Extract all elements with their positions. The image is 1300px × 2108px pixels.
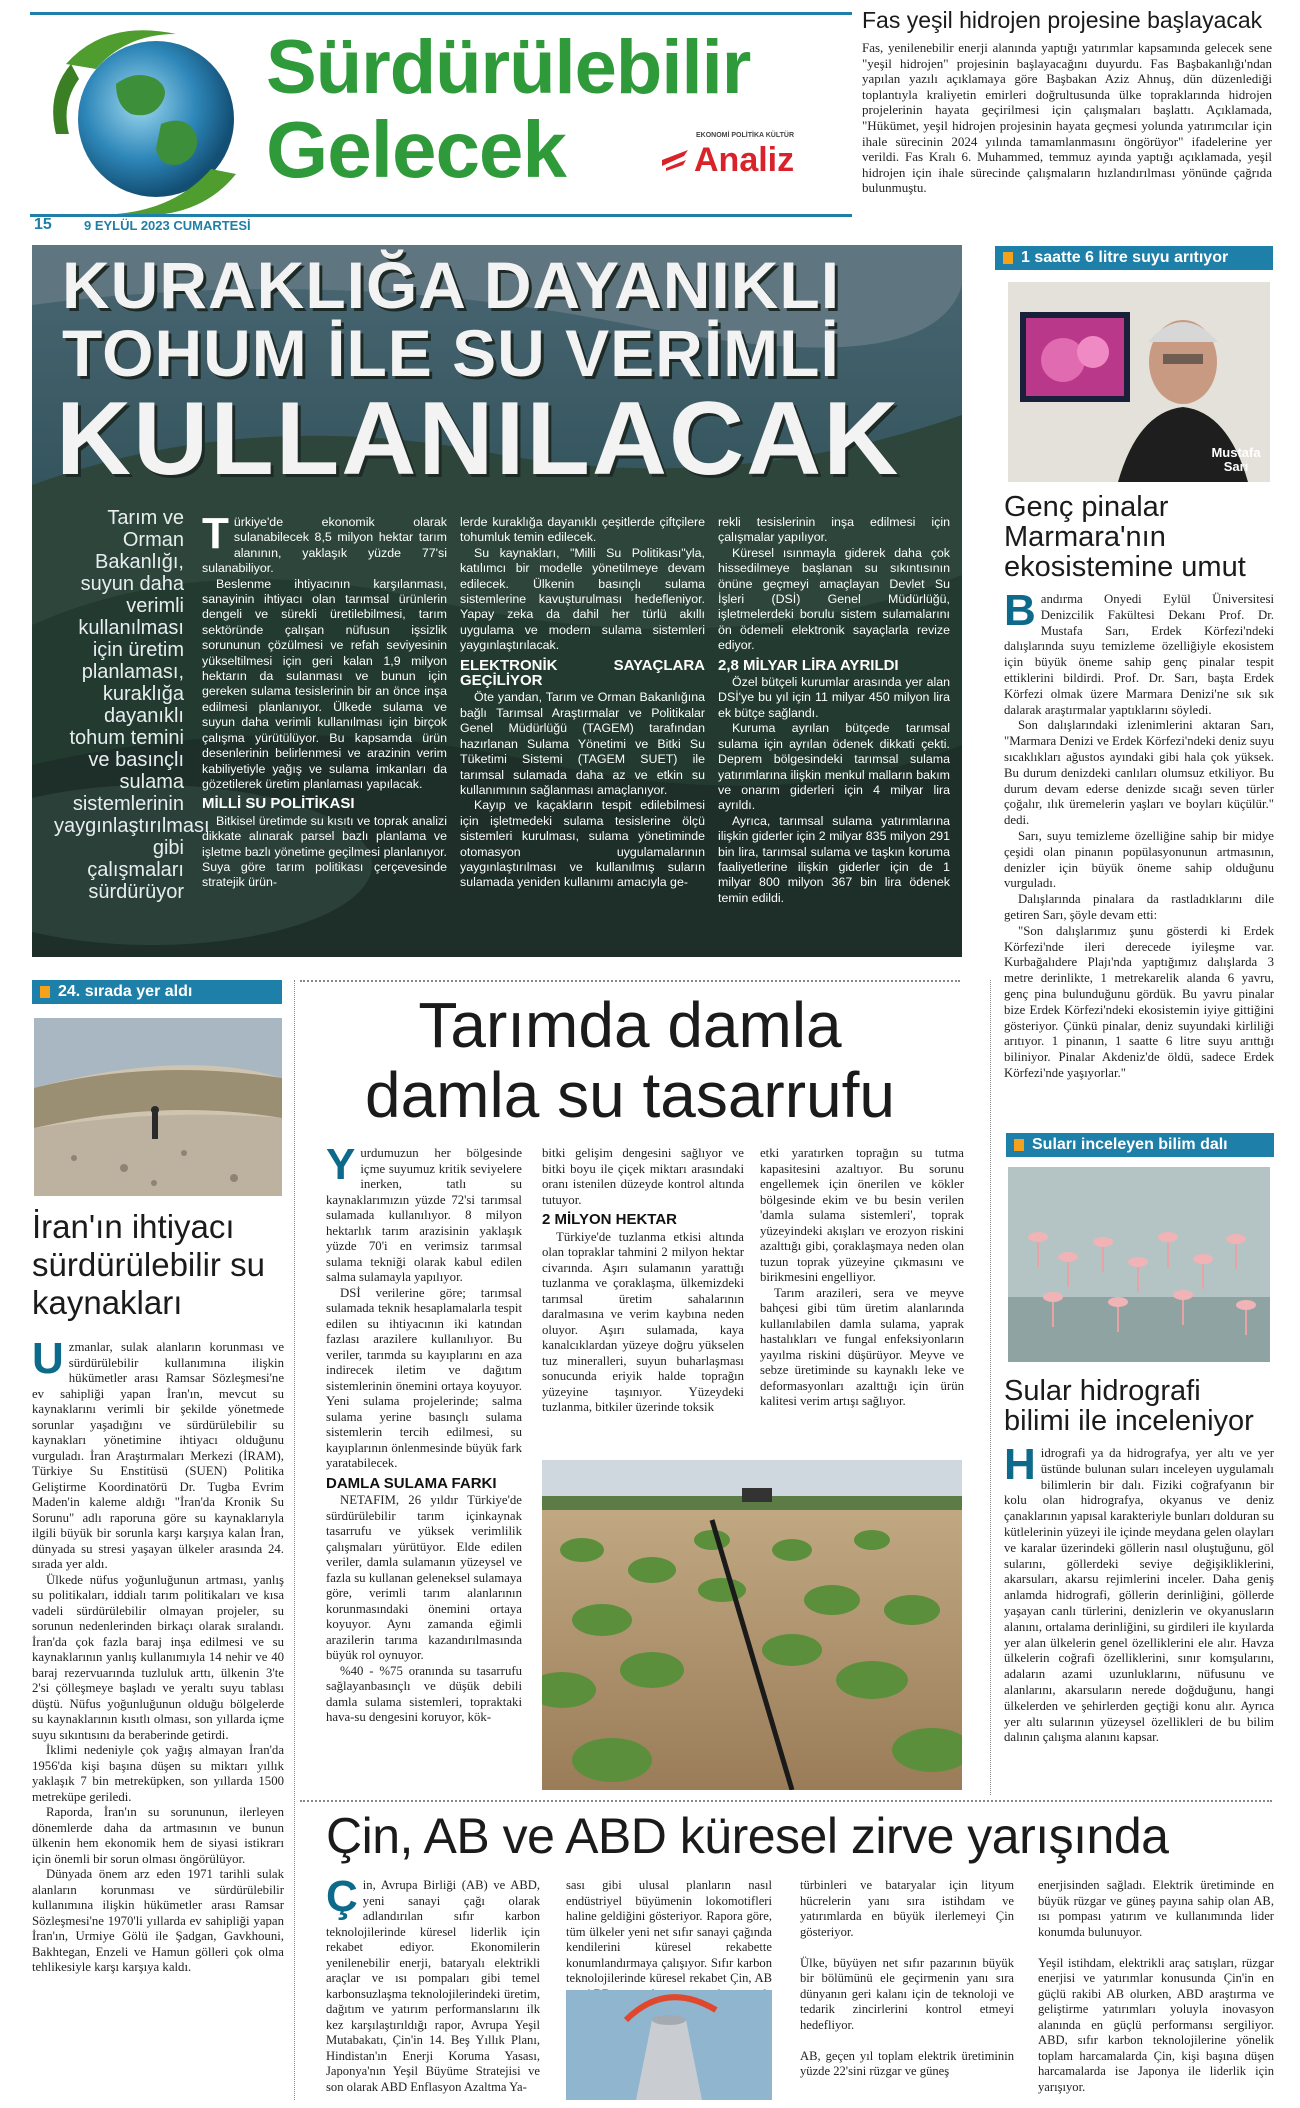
dry-riverbed-photo: [34, 1018, 282, 1196]
brand-tagline: EKONOMİ POLİTİKA KÜLTÜR: [696, 132, 794, 139]
damla-sub2: 2 MİLYON HEKTAR: [542, 1211, 678, 1228]
iran-title: İran'ın ihtiyacı sürdürülebilir su kaynakları: [32, 1208, 265, 1321]
brand-logo: [660, 132, 850, 182]
genc-title: Genç pinalar Marmara'nın ekosistemine umut: [1004, 491, 1246, 583]
iran-body: Uzmanlar, sulak alanların korunması ve sürdürülebilir kullanımına ilişkin hükümetler arası Ramsar Sözleşmesi'ne ev sahipliği yapan İran'ın, mevcut su kaynaklarını verimli bir şekilde yönetmede sorunlar yaşadığını ve sürdürülebilir su kaynakları yönetimine ihtiyacı olduğunu vurguladı. İran Araştırmaları Merkezi (İRAM), Türkiye Su Enstitüsü (SUEN) Politika Geliştirme Koordinatörü Dr. Tugba Evrim Maden'in kaleme aldığı "İran'da Kronik Su Sorunu" adlı raporuna göre su kaynaklarıyla ilgili büyük bir sorunla karşı karşıya kalan İran, dünyada su stresi yaşayan ülkeler arasında 24. sırada yer aldı. Ülkede nüfus yoğunluğunun artması, yanlış su politikaları, iddialı tarım politikaları ve kısa vadeli sürdürülebilir olmayan projeler, su sorunun nedenlerinden birkaçı olarak sıralandı. İran'da çok fazla baraj inşa edilmesi ve su kaynaklarının yanlış kullanımıyla 14 nehir ve 40 baraj rezervuarında tuzluluk arttı, ülkenin 3'te 2'si çölleşmeye başladı ve yeraltı suyu tablası düştü. Nüfus yoğunluğunun olduğu bölgelerde su kaynaklarının kısıtlı olması, son yıllarda içme suyu sıkıntısını da beraberinde getirdi. İklimi nedeniyle çok yağış almayan İran'da 1956'da kişi başına düşen su miktarı yıllık yaklaşık 7 bin metreküpken, son yıllarda 1500 metreküpe geriledi. Raporda, İran'ın su sorununun, ilerleyen dönemlerde daha da artmasının ve bunun ülkenin hem ekonomik hem de siyasi istikrarı için önemli bir sorun olması öngörülüyor. Dünyada önem arz eden 1971 tarihli sulak alanların korunması ve sürdürülebilir kullanımına ilişkin hükümetler arası Ramsar Sözleşmesi'ne 1970'li yıllarda ev sahipliği yapan İran'ın, Urmiye Gölü ile Şadgan, Gavkhouni, Bakhtegan, Enzeli ve Hamun gölleri çok olma tehlikesiyle karşı karşıya kaldı.: [32, 1340, 284, 1974]
cin-col3: türbinleri ve bataryalar için lityum hücrelerin yanı sıra istihdam ve yatırımlarda en büyük ilerlemeyi Çin gösteriyor. Ülke, büyüyen net sıfır pazarının büyük bir bölümünü ele geçirmenin yanı sıra dünyanın geri kalanı için de teknoloji ve tedarik zincirlerini kontrol etmeyi hedefliyor. AB, geçen yıl toplam elektrik üretiminin yüzde 22'sini rüzgar ve güneş: [800, 1878, 1014, 2078]
cin-col2: sası gibi ulusal planların nasıl endüstriyel büyümenin lokomotifleri haline geldiğini gösteriyor. Rapora göre, tüm ülkeler yeni net sıfır sanayi çağında kendilerini küresel rekabette konumlandırmaya çalışıyor. Sıfır karbon teknolojilerinde küresel rekabet Çin, AB: [566, 1878, 772, 1985]
masthead: [30, 8, 852, 233]
mustafa-sari-photo: [1008, 282, 1270, 482]
brand-name: Analiz: [694, 141, 795, 179]
iran-dropcap: U: [32, 1340, 64, 1383]
fas-article: [862, 6, 1272, 228]
iran-tag: 24. sırada yer aldı: [32, 980, 282, 1004]
lead-article: [32, 245, 962, 957]
hidro-dropcap: H: [1004, 1446, 1036, 1489]
cin-divider-top: [300, 1800, 1272, 1802]
lead-col2: lerde kuraklığa dayanıklı çeşitlerde çiftçilere tohumluk temin edilecek. Su kaynakları, "Milli Su Politikası"yla, katılımcı bir modelle yönetilmeye devam edilecek. Ülkenin basınçlı sulama sistemlerine kavuşturulması hedefleniyor. Yapay zeka da dahil her türlü akıllı uygulama ve modern sulama sistemleri yaygınlaştırılacak. ELEKTRONİK SAYAÇLARA GEÇİLİYOR Öte yandan, Tarım ve Orman Bakanlığına bağlı Tarımsal Araştırmalar ve Politikalar Genel Müdürlüğü (TAGEM) tarafından hazırlanan Sulama Yönetimi ve Bitki Su Tüketimi Sistemi (TAGEM SUET) ile tarımsal sulamada daha az ve etkin su kullanımının sağlanması amaçlanıyor. Kayıp ve kaçakların tespit edilebilmesi için işletmedeki sulama tesislerine ölçü sistemleri kurulması, sulama yönetiminde otomasyon uygulamalarının yaygınlaştırılması ve kullanılmış suların sulamada yeniden kullanımı amacıyla ge-: [460, 515, 705, 890]
page-number: 15: [34, 216, 52, 233]
damla-title-line2: damla su tasarrufu: [364, 1059, 896, 1131]
column-separator: [294, 980, 295, 2100]
hidro-title: Sular hidrografi bilimi ile inceleniyor: [1004, 1375, 1254, 1437]
flamingo-photo: [1008, 1167, 1270, 1362]
damla-dropcap: Y: [326, 1146, 356, 1189]
genc-dropcap: B: [1004, 592, 1036, 635]
lead-sub1: MİLLİ SU POLİTİKASI: [202, 795, 355, 813]
lead-title-line1: KURAKLIĞA DAYANIKLI: [62, 248, 841, 322]
lead-title-line3: KULLANILACAK: [56, 381, 901, 497]
cin-dropcap: Ç: [326, 1878, 358, 1921]
globe-icon: [36, 24, 266, 224]
drip-irrigation-photo: [542, 1460, 962, 1790]
cin-col1: Çin, Avrupa Birliği (AB) ve ABD, yeni sanayi çağı olarak adlandırılan sıfır karbon teknolojilerinde küresel liderlik için rekabet ediyor. Ekonomilerin yenilenebilir enerji, bataryalı elektrikli araçlar ve ısı pompaları gibi temel karbonsuzlaşma teknolojilerindeki üretim, dağıtım ve yatırım performanslarını ilk kez karşılaştırıldığı rapor, Avrupa Yeşil Mutabakatı, Çin'in 14. Beş Yıllık Planı, Hindistan'ın Enerji Koruma Yasası, Japonya'nın Yeşil Büyüme Stratejisi ve son olarak ABD Enflasyon Azaltma Ya-: [326, 1878, 540, 2094]
genc-tag: 1 saatte 6 litre suyu arıtıyor: [995, 246, 1273, 270]
cin-col4: enerjisinden sağladı. Elektrik üretiminde en büyük rüzgar ve güneş payına sahip olan AB, ısı pompası yatırım ve kullanımında lider konumda bulunuyor. Yeşil istihdam, elektrikli araç satışları, rüzgar enerjisi ve yatırımlar konusunda Çin'in en güçlü rakibi AB olurken, ABD araştırma ve geliştirme yatırımları yoluyla inovasyon alanında en güçlü performansı sergiliyor. ABD, sıfır karbon teknolojilerine yönelik toplam harcamalarda Çin, kişi başına düşen harcamalarda ise Japonya ile liderlik için yarışıyor.: [1038, 1878, 1274, 2094]
genc-body: Bandırma Onyedi Eylül Üniversitesi Denizcilik Fakültesi Dekanı Prof. Dr. Mustafa Sarı, Erdek Körfezi'ndeki dalışlarında suyu temizleme özelliğiyle ekosistem için büyük öneme sahip genç pinalar tespit ettiklerini bildirdi. Prof. Dr. Sarı, başta Erdek Körfezi olmak üzere Marmara Denizi'ne sık sık dalarak araştırmalar yaptıklarını söyledi. Son dalışlarındaki izlenimlerini aktaran Sarı, "Marmara Denizi ve Erdek Körfezi'ndeki deniz suyu sıcaklıkları ağustos ayındaki gibi hala çok yüksek. Bu durum denizdeki canlıları olumsuz etkiliyor. Bu durum devam ederse denizde sıcağı seven türler çoğalır, ılık üremelerin yaşları ve boyları küçülür." dedi. Sarı, suyu temizleme özelliğine sahip bir midye çeşidi olan pinanın popülasyonunun artmasının, denizler için büyük öneme sahip olduğunu vurguladı. Dalışlarında pinalara da rastladıklarını dile getiren Sarı, şöyle devam etti: "Son dalışlarımız şunu gösterdi ki Erdek Körfezi'nde ileri derecede iyileşme var. Kurbağalıdere Plajı'nda yaptığımız dalışlarda 3 metre derinlikte, 1 metrekarelik alanda 6 yavru, genç pina bulunduğunu gördük. Bu yavru pinalar bize Erdek Körfezi'ndeki ekosistemin iyiye gittiğini gösteriyor. Çünkü pinalar, deniz suyundaki kirliliği arıtıyor. 1 pinanın, 1 saatte 6 litre suyu arıttığı biliniyor. Pinalar Akdeniz'de öldü, sadece Erdek Körfezi'nde yaşıyorlar.": [1004, 592, 1274, 1080]
brand-mark-icon: [660, 142, 690, 172]
damla-col1: Yurdumuzun her bölgesinde içme suyumuz kritik seviyelere inerken, tatlı su kaynaklarımızın yüzde 72'si tarımsal sulamada kullanılıyor. 8 milyon hektarlık tarım arazisinin yaklaşık yüzde 70'i en verimsiz tarımsal sulama tekniği olarak kabul edilen salma sulamayla yapılıyor. DSİ verilerine göre; tarımsal sulamada teknik hesaplamalarla tespit edilen su ihtiyacının iki katından fazlası arazilere kullanılıyor. Bu veriler, tarımda su kayıplarını en aza indirecek iletim ve dağıtım sistemlerinin önemini ortaya koyuyor. Yeni sulama projelerinde; salma sulama yerine basınçlı sulama sistemlerin tercih edilmesi, su kayıplarının önlenmesinde büyük fark yaratabilecek. DAMLA SULAMA FARKI NETAFIM, 26 yıldır Türkiye'de sürdürülebilir tarım içinkaynak tasarrufu ve yüksek verimlilik çalışmaları yürütüyor. Elde edilen veriler, damla sulamanın yüzeysel ve fazla su kullanan geleneksel sulamaya göre, verimli tarım alanlarının korunmasındaki önemini ortaya koyuyor. Aynı zamanda eğimli arazilerin tarıma kazandırılmasında büyük rol oynuyor. %40 - %75 oranında su tasarrufu sağlayanbasınçlı ve düşük debili damla sulama sistemleri, topraktaki hava-su dengesini koruyor, kök-: [326, 1146, 522, 1724]
lead-spot: Tarım ve Orman Bakanlığı, suyun daha verimli kullanılması için üretim planlaması, kuraklığa dayanıklı tohum temini ve basınçlı sulama sistemlerinin yaygınlaştırılması gibi çalışmaları sürdürüyor: [54, 507, 210, 903]
damla-sub1: DAMLA SULAMA FARKI: [326, 1474, 497, 1492]
masthead-title-line1: Sürdürülebilir: [266, 25, 751, 110]
damla-title-line1: Tarımda damla: [418, 989, 842, 1061]
hidro-tag: Suları inceleyen bilim dalı: [1006, 1133, 1274, 1157]
damla-divider-top: [300, 980, 960, 982]
lead-dropcap: T: [202, 515, 229, 558]
lead-title-line2: TOHUM İLE SU VERİMLİ: [62, 316, 840, 390]
page-date: 9 EYLÜL 2023 CUMARTESİ: [84, 218, 251, 233]
lead-col3: rekli tesislerinin inşa edilmesi için çalışmalar yapılıyor. Küresel ısınmayla giderek daha çok hissedilmeye başlanan su sıkıntısının önüne geçmeyi amaçlayan Devlet Su İşleri (DSİ) Genel Müdürlüğü, işletmelerdeki borulu sistem sulamalarını ön ödemeli elektronik sayaçlarla revize ediyor. 2,8 MİLYAR LİRA AYRILDI Özel bütçeli kurumlar arasında yer alan DSİ'ye bu yıl için 11 milyar 450 milyon lira ek bütçe sağlandı. Kuruma ayrılan bütçede tarımsal sulama için ayrılan ödenek dikkati çekti. Deprem bölgesindeki tarımsal sulama yatırımlarına ilişkin menkul malların bakım ve onarım giderleri için 4 milyar lira ayrıldı. Ayrıca, tarımsal sulama yatırımlarına ilişkin giderler için 2 milyar 835 milyon 291 bin lira, tarımsal sulama ve taşkın koruma faaliyetlerine ilişkin giderler için de 1 milyar 800 milyon 367 bin lira ödenek temin edildi.: [718, 515, 950, 905]
damla-col3: etki yaratırken toprağın su tutma kapasitesini azaltıyor. Bu sorunu engellemek için önerilen ve kökler bölgesinde ekim ve bu besin verilen 'damla sulama sistemleri', toprak yüzeyindeki akışları ve erozyon riskini azalttığı gibi, çoraklaşmaya neden olan tuzun toprak yüzeyine çıkmasını ve birikmesini engelliyor. Tarım arazileri, sera ve meyve bahçesi gibi tüm üretim alanlarında kullanılabilen damla sulama, yaprak hastalıkları ve fungal enfeksiyonların yayılma riskini düşürüyor. Meyve ve sebze üretiminde su kaynaklı leke ve deformasyonları azalttığı için ürün kalitesi verim artışı sağlıyor.: [760, 1146, 964, 1408]
fas-title: Fas yeşil hidrojen projesine başlayacak: [862, 7, 1263, 33]
lead-sub3: 2,8 MİLYAR LİRA AYRILDI: [718, 656, 899, 674]
cin-title: Çin, AB ve ABD küresel zirve yarışında: [326, 1808, 1169, 1864]
hidro-body: Hidrografi ya da hidrografya, yer altı ve yer üstünde bulunan suları inceleyen uygulamalı bilimlerin bir dalı. Fiziki coğrafyanın bir kolu olan hidrografya, okyanus ve deniz çanaklarının yapısal karakteriyle bunları dolduran su kütlelerinin yüzeyi ile içinde meydana gelen olayları ve karalar üzerindeki göllerin nasıl oluştuğunu, göl sularını, göllerdeki seviye değişikliklerini, akarsuları, akarsu rejimlerini inceler. Daha geniş anlamda hidrografi, göllerin derinliğini, göllerde yaşayan canlı türlerini, denizlerin ve okyanusların alanını, ortalama derinliğini, su girdileri ile kıyılarda yer alan ülkelerin genel özelliklerini ele alır. Havza ülkelerin coğrafi özelliklerini, sınır komşularını, adaların azami uzunluklarını, nüfusunu ve alanlarını, akarsuların nerede doğduğunu, hangi ülkelerden ve şehirlerden geçtiği konu alır. Ayrıca yer altı sularının yüzeysel özellikleri de bu bilim dalının çalışma alanını kapsar.: [1004, 1446, 1274, 1745]
fas-body: Fas, yenilenebilir enerji alanında yaptığı yatırımlar kapsamında gelecek sene "yeşil hidrojen" projesinin başlayacağını duyurdu. Fas Başbakanlığı'ndan yapılan yazılı açıklamaya göre Başbakan Aziz Ahnuş, dün düzenlediği toplantıyla kraliyetin emirleri doğrultusunda ülke topraklarında hidrojen projelerinin hayata geçirilmesi için çalışmaları başlattı. Açıklamada, "Hükümet, yeşil hidrojen projesinin hayata geçmesi yolunda yatırımcılar için ihale sürecinin 2024 yılında tamamlanmasını öngörüyor" ifadelerine yer verildi. Fas Kralı 6. Muhammed, temmuz ayında yaptığı açıklamada, yeşil hidrojen için ihale sürecinde çalışmaların hızlandırılması yönünde çağrıda bulunmuştu.: [862, 40, 1272, 196]
lead-col1: Türkiye'de ekonomik olarak sulanabilecek 8,5 milyon hektar tarım alanının, yaklaşık yüzde 77'si sulanabiliyor. Beslenme ihtiyacının karşılanması, sanayinin ihtiyacı olan tarımsal ürünlerin dengeli ve sürekli üretilebilmesi, tarım sektöründe çalışan nüfusun işsizlik sorununun çözülmesi ve refah seviyesinin yükseltilmesi için geri kalan 1,9 milyon hektarın da sulanması ve bunun için gereken sulama tesislerinin bir an önce inşa edilmesi planlanıyor. Ülkede sulama ve suyun daha verimli kullanılması için birçok çalışma yürütülüyor. Bu kapsamda ürün desenlerinin belirlenmesi ve arazinin verim kabiliyetiyle yağış ve sulama imkanları da gözetilerek üretim planlaması yapılacak. MİLLİ SU POLİTİKASI Bitkisel üretimde su kısıtı ve toprak analizi dikkate alınarak parsel bazlı planlama ve işletme bazlı yönetime geçilmesi planlanıyor. Suya göre tarım politikası çerçevesinde stratejik ürün-: [202, 515, 447, 890]
damla-col2: bitki gelişim dengesini sağlıyor ve bitki boyu ile çiçek miktarı arasındaki oranı istenilen düzeyde kontrol altında tutuyor. 2 MİLYON HEKTAR Türkiye'de tuzlanma etkisi altında olan topraklar tahmini 2 milyon hektar civarında. Aşırı sulamanın yarattığı tuzlanma ve çoraklaşma, ülkemizdeki tarımsal üretim sahalarının daralmasına ve verim kaybına neden oluyor. Aşırı sulamada, kaya kanalcıklardan yüzeye doğru yükselen tuz mineralleri, suyun buharlaşması sonucunda eriyik halde toprağın yüzeyine taşınıyor. Yüzeydeki tuzlanma, bitkiler üzerinde toksik: [542, 1146, 744, 1414]
lead-sub2: ELEKTRONİK SAYAÇLARA GEÇİLİYOR: [460, 656, 705, 690]
column-separator: [990, 980, 991, 1795]
mustafa-sari-caption: Mustafa Sarı: [1211, 445, 1261, 474]
masthead-title-line2: Gelecek: [266, 105, 566, 194]
power-plant-photo: [566, 1990, 772, 2100]
